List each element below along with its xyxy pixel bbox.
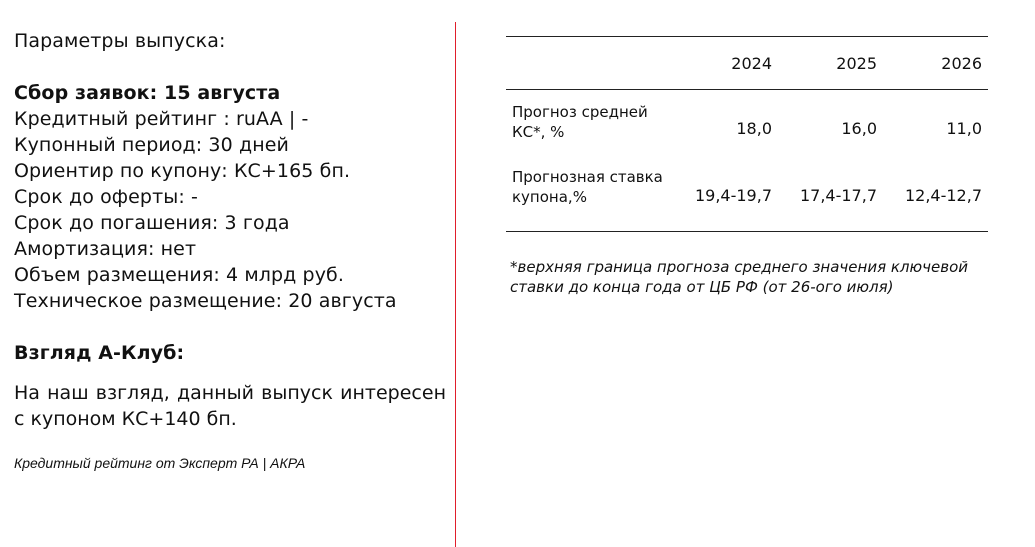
table-cell: 17,4-17,7 bbox=[799, 186, 877, 205]
amortization: Амортизация: нет bbox=[14, 238, 197, 260]
row-label-key-rate: Прогноз средней КС*, % bbox=[512, 103, 648, 141]
view-heading: Взгляд А-Клуб: bbox=[14, 342, 185, 364]
maturity-term: Срок до погашения: 3 года bbox=[14, 212, 290, 234]
params-heading: Параметры выпуска: bbox=[14, 30, 226, 52]
issue-volume: Объем размещения: 4 млрд руб. bbox=[14, 264, 345, 286]
book-building-date: Сбор заявок: 15 августа bbox=[14, 82, 281, 104]
column-header-2026: 2026 bbox=[941, 53, 982, 73]
technical-placement: Техническое размещение: 20 августа bbox=[14, 290, 397, 312]
column-header-2024: 2024 bbox=[731, 53, 772, 73]
rating-source-note: Кредитный рейтинг от Эксперт РА | АКРА bbox=[14, 455, 306, 471]
coupon-guidance: Ориентир по купону: КС+165 бп. bbox=[14, 160, 351, 182]
column-header bbox=[506, 37, 673, 90]
column-header-2025: 2025 bbox=[836, 53, 877, 73]
table-footnote: *верхняя граница прогноза среднего значения ключевой ставки до конца года от ЦБ РФ (от 26-ого июля) bbox=[510, 258, 968, 296]
offer-term: Срок до оферты: - bbox=[14, 186, 198, 208]
table-cell: 18,0 bbox=[736, 119, 772, 138]
row-label-coupon-rate: Прогнозная ставка купона,% bbox=[512, 168, 663, 206]
credit-rating: Кредитный рейтинг : ruAA | - bbox=[14, 108, 309, 130]
table-cell: 16,0 bbox=[841, 119, 877, 138]
table-cell: 19,4-19,7 bbox=[694, 186, 772, 205]
issue-parameters bbox=[14, 28, 446, 472]
view-text: На наш взгляд, данный выпуск интересен с купоном КС+140 бп. bbox=[14, 382, 446, 430]
table-row bbox=[506, 90, 988, 144]
table-row bbox=[506, 143, 988, 232]
vertical-divider bbox=[455, 22, 456, 547]
table-cell: 11,0 bbox=[946, 119, 982, 138]
forecast-table bbox=[506, 36, 988, 232]
table-header-row bbox=[506, 37, 988, 90]
coupon-period: Купонный период: 30 дней bbox=[14, 134, 289, 156]
table-cell: 12,4-12,7 bbox=[904, 186, 982, 205]
forecast-panel bbox=[506, 36, 988, 297]
